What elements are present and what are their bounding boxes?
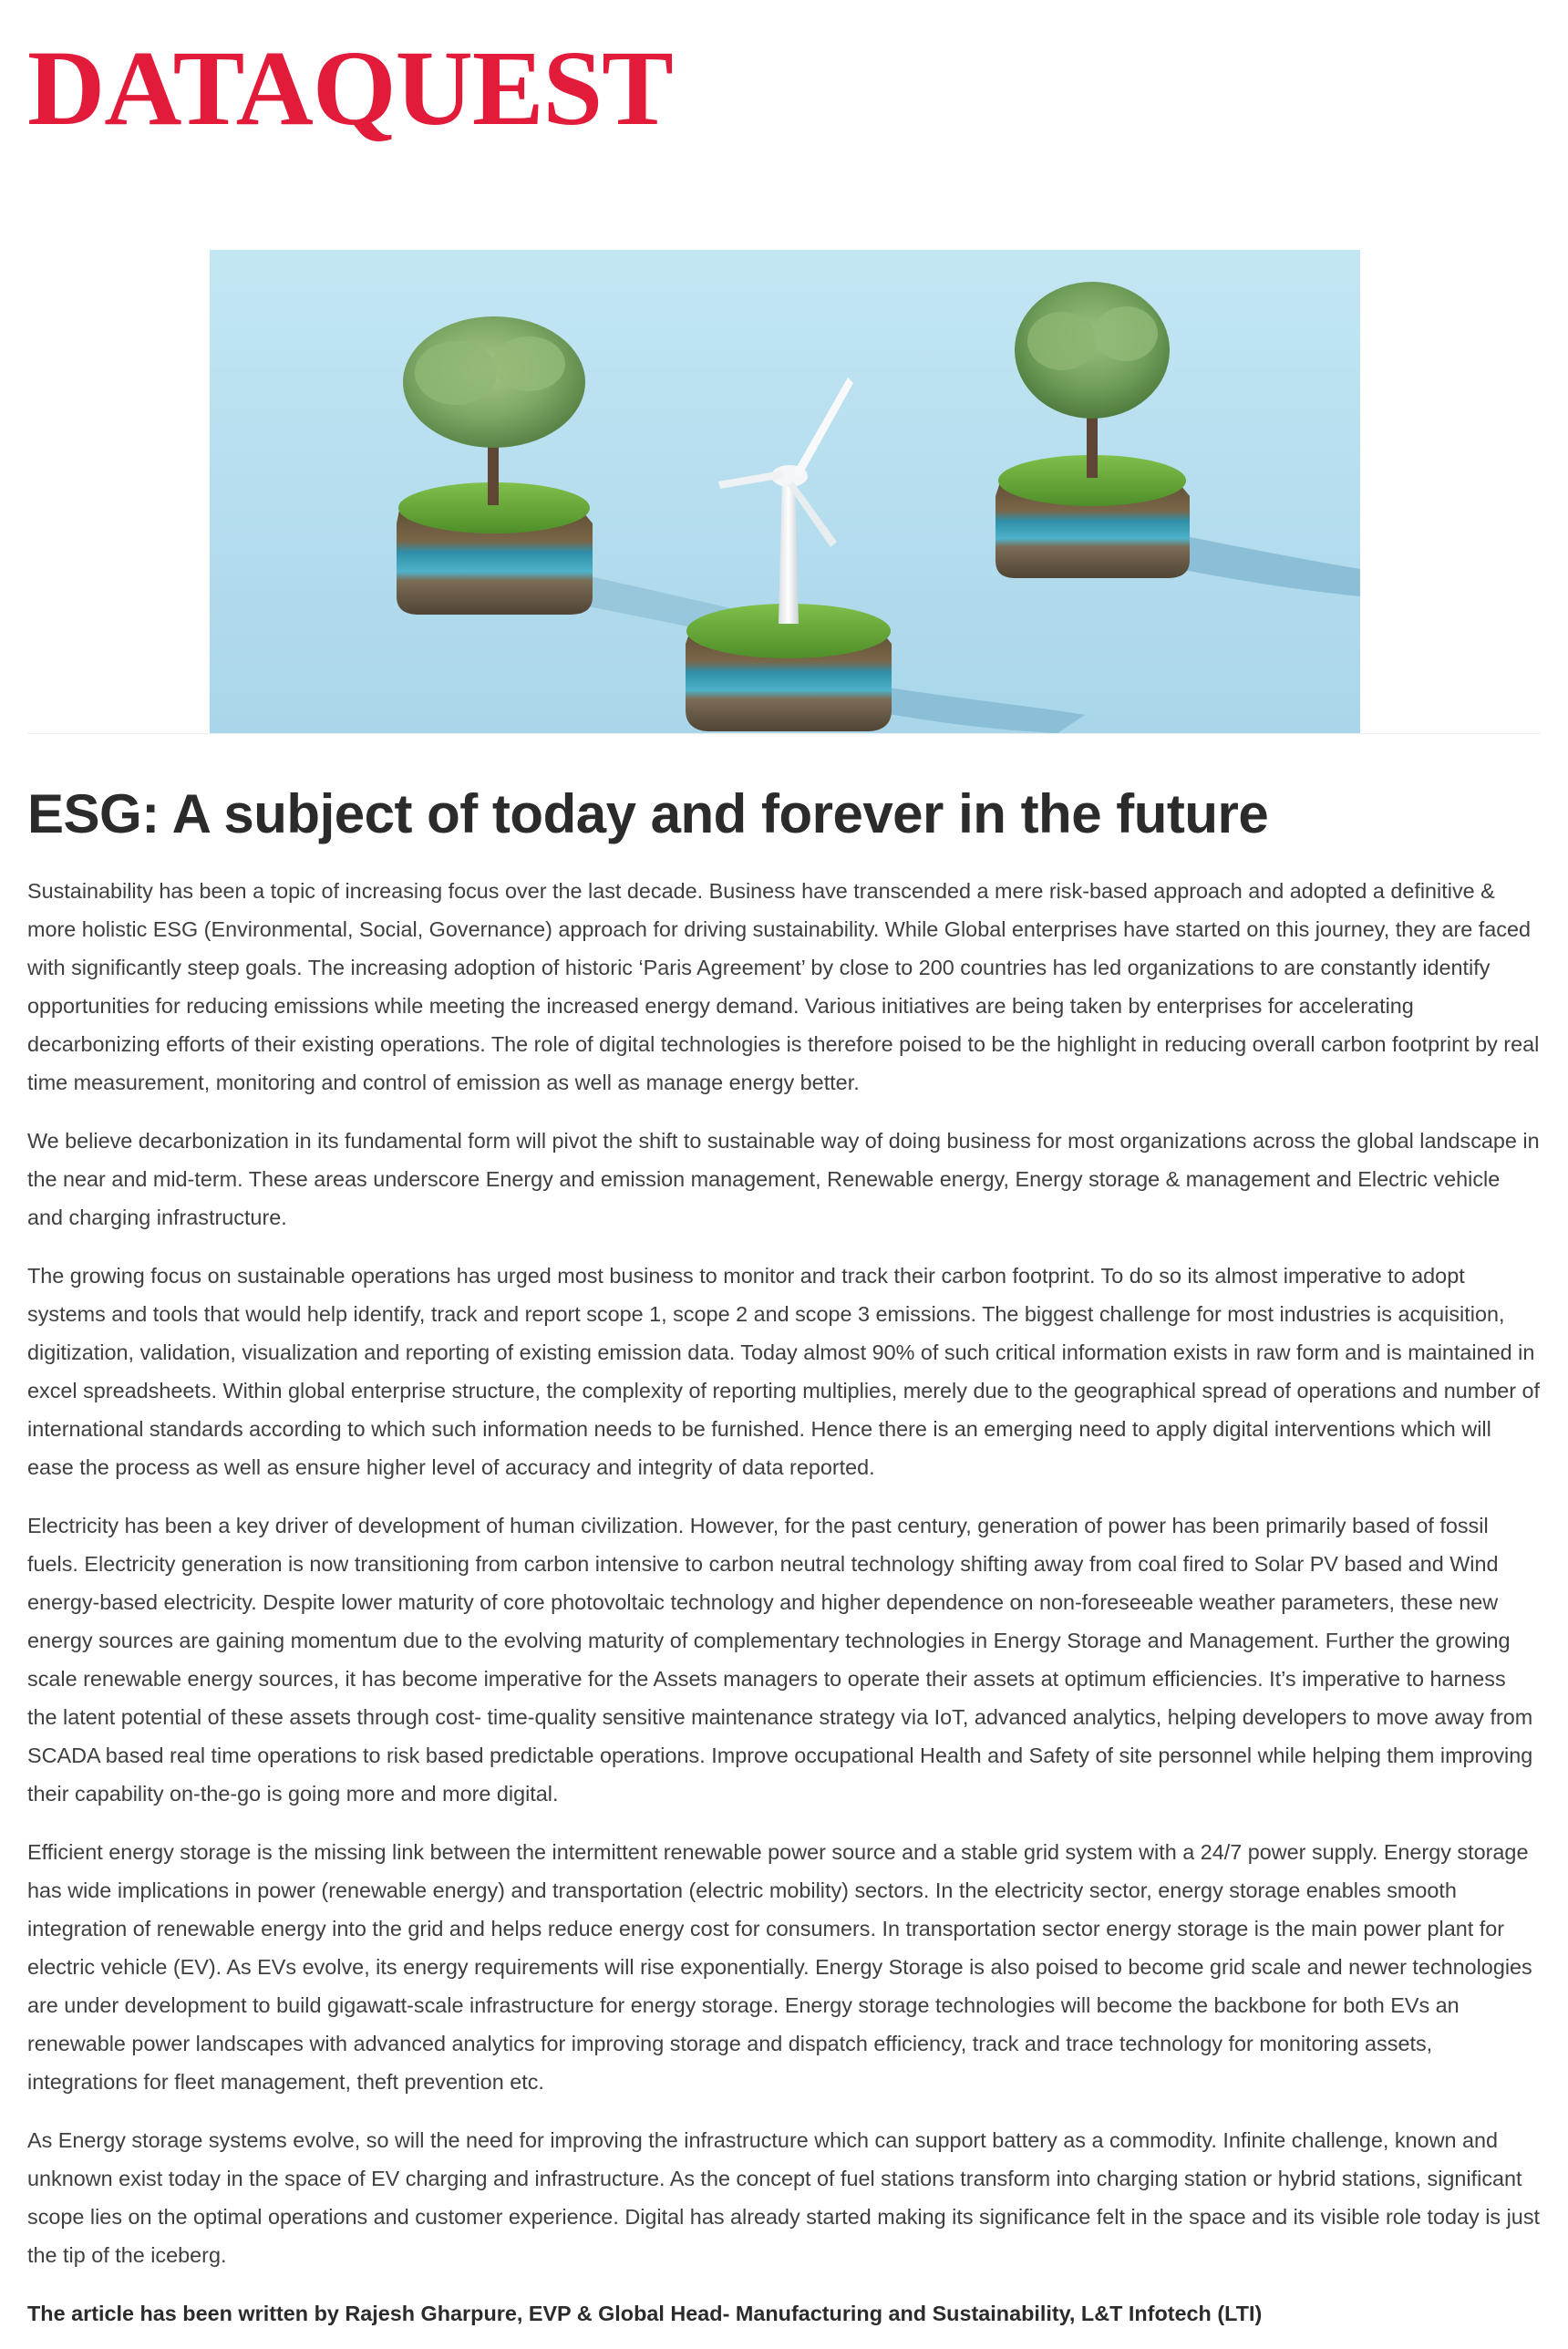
article-paragraph: As Energy storage systems evolve, so will the need for improving the infrastructure which can support battery as a commodity. Infinite challenge, known and unknown exist today in the space of EV charging and infrastructure. As the concept of fuel stations transform into charging station or hybrid stations, significant scope lies on the optimal operations and customer experience. Digital has already started making its significance felt in the space and its visible role today is just the tip of the iceberg. [27,2128,1541,2267]
article-paragraph: The growing focus on sustainable operations has urged most business to monitor and track their carbon footprint. To do so its almost imperative to adopt systems and tools that would help identify, track and report scope 1, scope 2 and scope 3 emissions. The biggest challenge for most industries is acquisition, digitization, validation, visualization and reporting of existing emission data. Today almost 90% of such critical information exists in raw form and is maintained in excel spreadsheets. Within global enterprise structure, the complexity of reporting multiplies, merely due to the geographical spread of operations and number of international standards according to which such information needs to be furnished. Hence there is an emerging need to apply digital interventions which will ease the process as well as ensure higher level of accuracy and integrity of data reported. [27,1264,1541,1479]
dataquest-logo[interactable]: DATAQUEST [27,28,673,148]
site-header [27,28,673,153]
article [27,784,1541,2333]
article-paragraph: Efficient energy storage is the missing link between the intermittent renewable power source and a stable grid system with a 24/7 power supply. Energy storage has wide implications in power (renewable energy) and transportation (electric mobility) sectors. In the electricity sector, energy storage enables smooth integration of renewable energy into the grid and helps reduce energy cost for consumers. In transportation sector energy storage is the main power plant for electric vehicle (EV). As EVs evolve, its energy requirements will rise exponentially. Energy Storage is also poised to become grid scale and newer technologies are under development to build gigawatt-scale infrastructure for energy storage. Energy storage technologies will become the backbone for both EVs an renewable power landscapes with advanced analytics for improving storage and dispatch efficiency, track and trace technology for monitoring assets, integrations for fleet management, theft prevention etc. [27,1840,1532,2094]
article-title: ESG: A subject of today and forever in the future [27,783,1269,844]
article-paragraph: Electricity has been a key driver of development of human civilization. However, for the past century, generation of power has been primarily based of fossil fuels. Electricity generation is now transitioning from carbon intensive to carbon neutral technology shifting away from coal fired to Solar PV based and Wind energy-based electricity. Despite lower maturity of core photovoltaic technology and higher dependence on non-foreseeable weather parameters, these new energy sources are gaining momentum due to the evolving maturity of complementary technologies in Energy Storage and Management. Further the growing scale renewable energy sources, it has become imperative for the Assets managers to operate their assets at optimum efficiencies. It’s imperative to harness the latent potential of these assets through cost- time-quality sensitive maintenance strategy via IoT, advanced analytics, helping developers to move away from SCADA based real time operations to risk based predictable operations. Improve occupational Health and Safety of site personnel while helping them improving their capability on-the-go is going more and more digital. [27,1514,1533,1806]
divider [27,733,1541,734]
article-paragraph: We believe decarbonization in its fundamental form will pivot the shift to sustainable way of doing business for most organizations across the global landscape in the near and mid-term. These areas underscore Energy and emission management, Renewable energy, Energy storage & management and Electric vehicle and charging infrastructure. [27,1129,1540,1229]
article-paragraph: Sustainability has been a topic of increasing focus over the last decade. Business have transcended a mere risk-based approach and adopted a definitive & more holistic ESG (Environmental, Social, Governance) approach for driving sustainability. While Global enterprises have started on this journey, they are faced with significantly steep goals. The increasing adoption of historic ‘Paris Agreement’ by close to 200 countries has led organizations to are constantly identify opportunities for reducing emissions while meeting the increased energy demand. Various initiatives are being taken by enterprises for accelerating decarbonizing efforts of their existing operations. The role of digital technologies is therefore poised to be the highlight in reducing overall carbon footprint by real time measurement, monitoring and control of emission as well as manage energy better. [27,879,1540,1094]
sustainability-illustration-icon [210,250,1360,733]
hero-image [210,250,1360,733]
article-byline: The article has been written by Rajesh Gharpure, EVP & Global Head- Manufacturing and Sustainability, L&T Infotech (LTI) [27,2302,1263,2325]
